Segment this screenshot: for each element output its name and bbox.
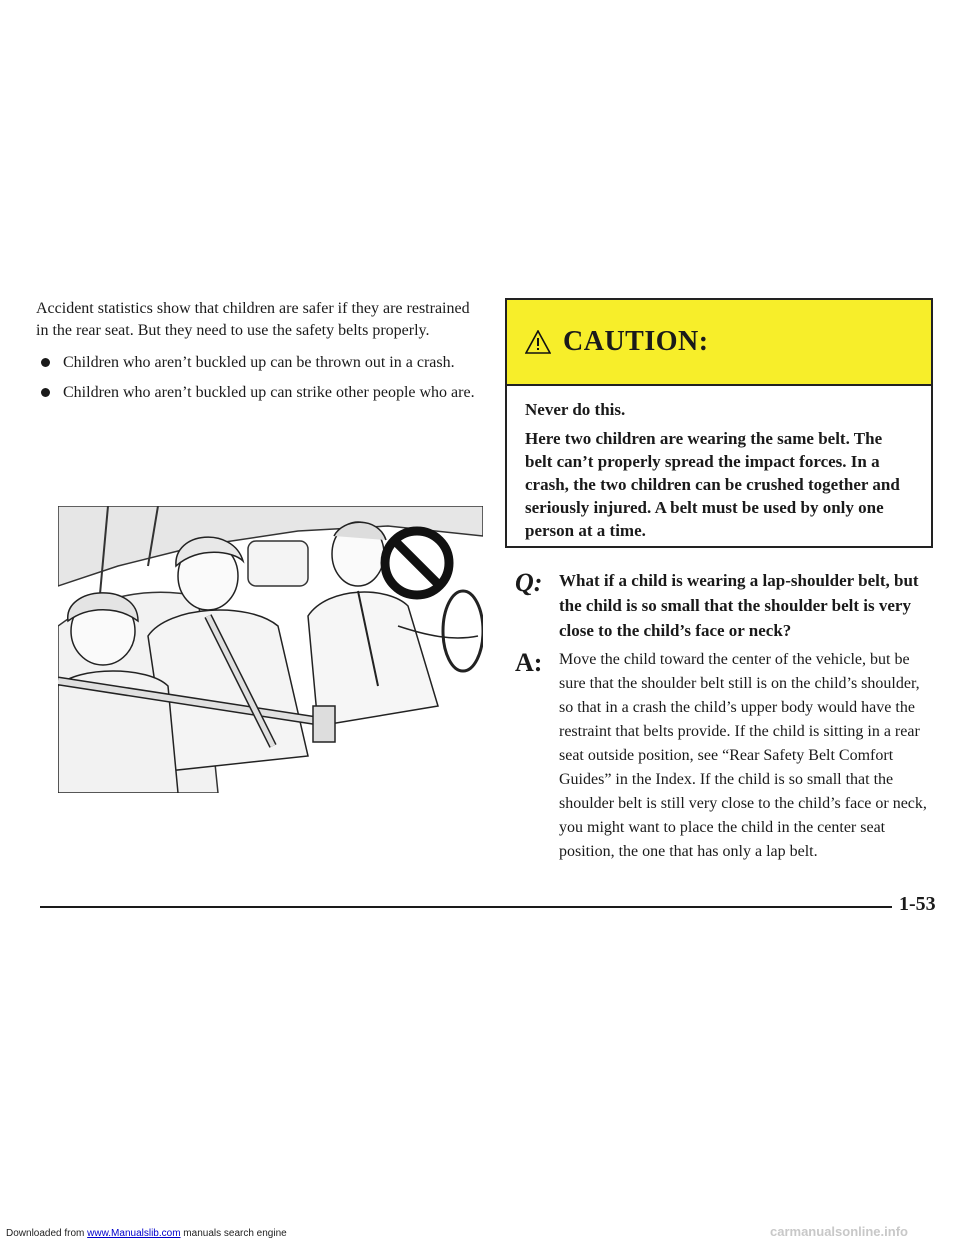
bullet-text: Children who aren’t buckled up can strike other people who are.: [63, 384, 475, 401]
caution-line: Never do this.: [525, 400, 626, 419]
manualslib-link[interactable]: www.Manualslib.com: [87, 1228, 181, 1239]
caution-text: Here two children are wearing the same belt. The belt can’t properly spread the impact forces. In a crash, the two children can be crushed together and seriously injured. A belt must be used by only one person at a time.: [525, 429, 900, 540]
left-column: [36, 298, 486, 412]
caution-box: [505, 298, 933, 548]
children-sharing-belt-illustration: [58, 506, 483, 793]
answer-block: [505, 648, 935, 864]
bullet-dot-icon: [41, 358, 50, 367]
download-credit: [6, 1228, 287, 1239]
intro-paragraph: Accident statistics show that children are safer if they are restrained in the rear seat. But they need to use the safety belts properly.: [36, 300, 470, 339]
caution-title: CAUTION:: [563, 326, 709, 357]
answer-letter: A:: [515, 648, 543, 677]
download-suffix: manuals search engine: [180, 1228, 287, 1239]
answer-text: Move the child toward the center of the vehicle, but be sure that the shoulder belt still is on the child’s shoulder, so that in a crash the child’s upper body would have the restraint that belts provide. If the child is sitting in a rear seat outside position, see “Rear Safety Belt Comfort Guides” in the Index. If the child is so small that the shoulder belt is still very close to the child’s face or neck, you might want to place the child in the center seat position, the one that has only a lap belt.: [559, 651, 927, 860]
bullet-dot-icon: [41, 388, 50, 397]
page-number: 1-53: [899, 893, 936, 915]
question-letter: Q:: [515, 568, 543, 597]
caution-body: [507, 386, 931, 542]
question-text: What if a child is wearing a lap-shoulder belt, but the child is so small that the shoulder belt is very close to the child’s face or neck?: [559, 571, 919, 640]
download-prefix: Downloaded from: [6, 1228, 88, 1239]
warning-triangle-icon: [525, 330, 551, 354]
bullet-item: [36, 352, 486, 374]
footer-rule: [40, 906, 892, 908]
watermark: carmanualsonline.info: [770, 1224, 908, 1239]
bullet-item: [36, 382, 486, 404]
bullet-text: Children who aren’t buckled up can be thrown out in a crash.: [63, 354, 455, 371]
caution-header: [507, 300, 931, 386]
question-block: [505, 568, 935, 643]
no-sign-icon: [378, 524, 456, 602]
